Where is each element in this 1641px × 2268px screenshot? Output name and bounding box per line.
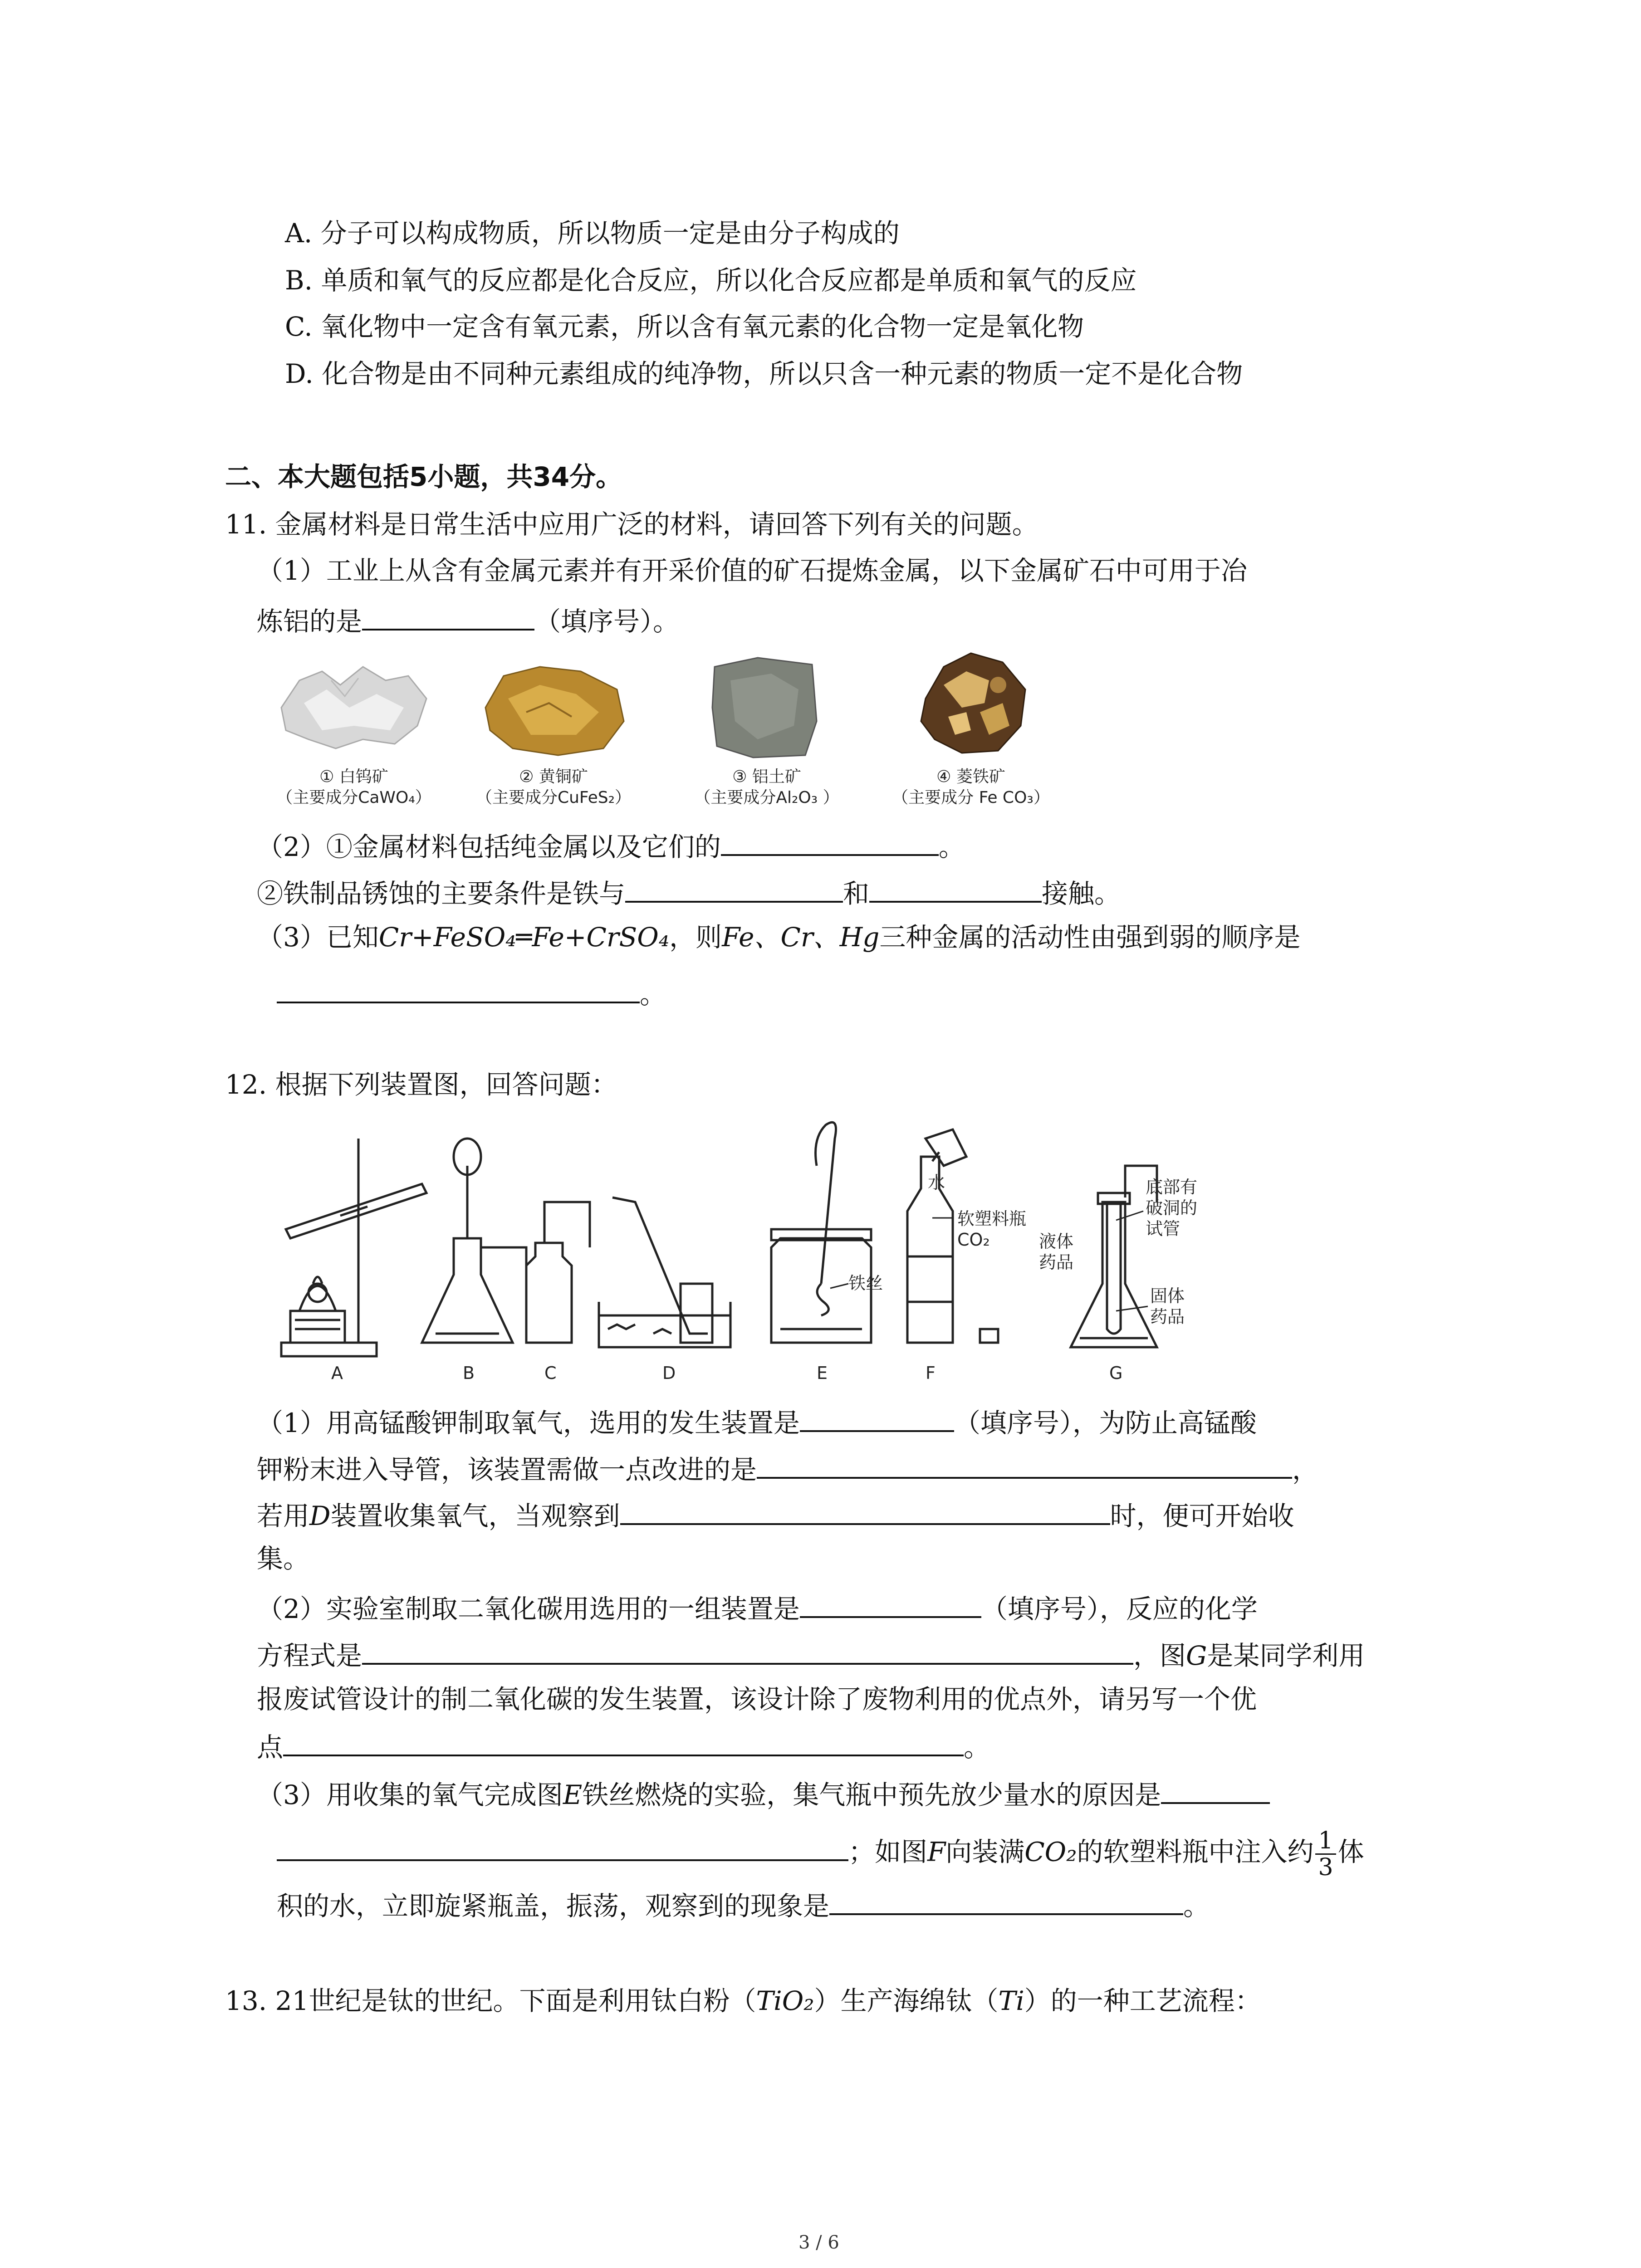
answer-blank[interactable]: [277, 975, 640, 1003]
fraction-denominator: 3: [1318, 1854, 1333, 1881]
q11-p2-mid: 和: [843, 878, 870, 909]
q11-p3-line1: [257, 921, 1300, 953]
q12-p1-line1: [257, 1404, 1257, 1439]
mineral-name: ④ 菱铁矿: [936, 767, 1005, 786]
answer-blank[interactable]: [362, 602, 534, 631]
q11-p3-end: 。: [640, 979, 666, 1010]
mineral-caption-1: [268, 767, 440, 808]
q12-text: （3）用收集的氧气完成图: [257, 1779, 563, 1810]
answer-blank[interactable]: [362, 1637, 1133, 1665]
q13-text: ）的一种工艺流程：: [1024, 1985, 1261, 2016]
q11-p2-end: 。: [938, 831, 965, 862]
q12-co2: CO₂: [1024, 1836, 1077, 1867]
answer-blank[interactable]: [757, 1451, 1292, 1479]
answer-blank[interactable]: [800, 1590, 981, 1618]
q12-text: 点: [257, 1732, 284, 1763]
q11-p2-text2: ②铁制品锈蚀的主要条件是铁与: [257, 878, 626, 909]
q13-text: 13. 21世纪是钛的世纪。下面是利用钛白粉（: [225, 1985, 756, 2016]
label-water: 水: [928, 1173, 945, 1193]
label-liquid: 液体: [1039, 1232, 1074, 1251]
q12-text: 铁丝燃烧的实验，集气瓶中预先放少量水的原因是: [582, 1779, 1161, 1810]
q12-p1-line4: 集。: [257, 1543, 310, 1574]
option-a: A. 分子可以构成物质，所以物质一定是由分子构成的: [285, 218, 900, 249]
mineral-caption-2: [467, 767, 640, 808]
q12-text: 方程式是: [257, 1640, 362, 1671]
apparatus-letter: A: [331, 1363, 343, 1383]
option-b: B. 单质和氧气的反应都是化合反应，所以化合反应都是单质和氧气的反应: [285, 265, 1137, 296]
q13-text: ）生产海绵钛（: [814, 1985, 999, 2016]
q12-p2-line2: [257, 1637, 1365, 1672]
apparatus-figure: [272, 1111, 1216, 1388]
apparatus-letter: G: [1109, 1363, 1123, 1383]
q12-text: 的软塑料瓶中注入约: [1077, 1836, 1314, 1867]
label-solid-1: 固体: [1150, 1286, 1185, 1306]
q12-text: 钾粉末进入导管，该装置需做一点改进的是: [257, 1454, 757, 1485]
q11-p3-a: （3）已知: [257, 922, 379, 953]
q12-stem: 12. 根据下列装置图，回答问题：: [225, 1069, 617, 1100]
answer-blank[interactable]: [869, 875, 1042, 903]
apparatus-letter: B: [463, 1363, 475, 1383]
q12-text: 向装满: [945, 1836, 1025, 1867]
q11-p1-line2: [257, 602, 679, 638]
mineral-formula: （主要成分 Fe CO₃）: [892, 788, 1050, 807]
q12-device-d: D: [309, 1501, 331, 1531]
label-co2: CO₂: [957, 1230, 990, 1250]
mineral-baiwukuang-image: [272, 653, 436, 762]
answer-blank[interactable]: [283, 1728, 964, 1756]
apparatus-b-icon: [422, 1139, 526, 1343]
label-bottle: 软塑料瓶: [957, 1209, 1027, 1229]
q12-device-f: F: [927, 1836, 946, 1867]
q12-text: ；如图: [848, 1836, 928, 1867]
q12-p2-line4: [257, 1728, 990, 1764]
q11-stem: 11. 金属材料是日常生活中应用广泛的材料，请回答下列有关的问题。: [225, 509, 1038, 540]
answer-blank[interactable]: [829, 1887, 1183, 1915]
q11-p2-line1: [257, 828, 965, 863]
mineral-formula: （主要成分CaWO₄）: [276, 788, 431, 807]
option-d: D. 化合物是由不同种元素组成的纯净物，所以只含一种元素的物质一定不是化合物: [285, 358, 1243, 389]
answer-blank[interactable]: [721, 828, 939, 856]
q12-text: （1）用高锰酸钾制取氧气，选用的发生装置是: [257, 1408, 800, 1438]
q11-p3-metals: Fe、Cr、Hg: [722, 922, 880, 953]
q12-text: （填序号），反应的化学: [981, 1593, 1258, 1624]
apparatus-letter: C: [544, 1363, 557, 1383]
q12-device-g: G: [1186, 1640, 1207, 1671]
q12-p3-line1: [257, 1776, 1270, 1811]
label-solid-2: 药品: [1150, 1307, 1185, 1327]
q13-stem: [225, 1984, 1261, 2017]
q12-text: 若用: [257, 1501, 310, 1531]
q11-p2-text: （2）①金属材料包括纯金属以及它们的: [257, 831, 721, 862]
q12-p1-line2: [257, 1451, 1318, 1486]
fraction-numerator: 1: [1315, 1828, 1336, 1855]
label-broken-3: 试管: [1146, 1219, 1181, 1239]
q12-device-e: E: [563, 1779, 583, 1810]
q11-p2-end2: 接触。: [1042, 878, 1121, 909]
mineral-huangtongkuang-image: [476, 658, 631, 762]
q12-text: 装置收集氧气，当观察到: [330, 1501, 620, 1531]
label-drug: 药品: [1039, 1252, 1074, 1272]
q12-text: ，: [1292, 1454, 1319, 1485]
q11-p3-b: ，则: [669, 922, 722, 953]
one-third-fraction: [1315, 1828, 1336, 1880]
mineral-name: ① 白钨矿: [319, 767, 388, 786]
q11-p3-equation: Cr+FeSO₄═Fe+CrSO₄: [378, 922, 670, 953]
q12-text: 体: [1337, 1836, 1364, 1867]
q12-text: 积的水，立即旋紧瓶盖，振荡，观察到的现象是: [277, 1891, 830, 1921]
mineral-formula: （主要成分Al₂O₃ ）: [694, 788, 839, 807]
q12-text: 时，便可开始收: [1110, 1501, 1294, 1531]
q11-p3-line2: [277, 975, 666, 1011]
q11-p1-text: 炼铝的是: [257, 606, 362, 637]
q11-p1-line1: （1）工业上从含有金属元素并有开采价值的矿石提炼金属，以下金属矿石中可用于冶: [257, 555, 1247, 586]
q13-ti: Ti: [998, 1985, 1024, 2016]
mineral-lvtukuang-image: [708, 653, 821, 762]
q13-tio2: TiO₂: [756, 1985, 814, 2016]
q11-p3-c: 三种金属的活动性由强到弱的顺序是: [879, 922, 1301, 953]
q12-text: ，图: [1133, 1640, 1186, 1671]
q12-p3-line3: [277, 1887, 1210, 1922]
label-tiesi: 铁丝: [848, 1273, 883, 1293]
q12-text: （填序号），为防止高锰酸: [954, 1408, 1257, 1438]
answer-blank[interactable]: [625, 875, 843, 903]
q12-text: 是某同学利用: [1207, 1640, 1365, 1671]
answer-blank[interactable]: [620, 1497, 1110, 1525]
mineral-lingtiekuang-image: [912, 644, 1034, 762]
mineral-formula: （主要成分CuFeS₂）: [475, 788, 632, 807]
section-heading: 二、本大题包括5小题，共34分。: [225, 461, 622, 492]
label-broken-1: 底部有: [1146, 1177, 1198, 1197]
apparatus-e-icon: [771, 1122, 871, 1343]
answer-blank[interactable]: [277, 1833, 848, 1861]
mineral-name: ② 黄铜矿: [519, 767, 588, 786]
q12-p1-line3: [257, 1497, 1294, 1532]
apparatus-letter: D: [662, 1363, 676, 1383]
q12-text: （2）实验室制取二氧化碳用选用的一组装置是: [257, 1593, 800, 1624]
apparatus-letter: E: [817, 1363, 828, 1383]
mineral-caption-4: [876, 767, 1066, 808]
mineral-caption-3: [676, 767, 857, 808]
q12-p3-line2: [277, 1828, 1364, 1880]
apparatus-letter: F: [926, 1363, 936, 1383]
answer-blank[interactable]: [1161, 1776, 1270, 1804]
answer-blank[interactable]: [800, 1404, 954, 1432]
q12-p2-line3: 报废试管设计的制二氧化碳的发生装置，该设计除了废物利用的优点外，请另写一个优: [257, 1684, 1257, 1715]
apparatus-c-icon: [526, 1202, 590, 1343]
page-number: 3 / 6: [798, 2232, 839, 2253]
q11-p2-line2: [257, 875, 1121, 910]
q12-text: 。: [964, 1732, 990, 1763]
apparatus-a-icon: [281, 1139, 426, 1356]
mineral-name: ③ 铝土矿: [732, 767, 801, 786]
q11-p1-hint: （填序号）。: [534, 606, 680, 637]
apparatus-g-icon: [1071, 1166, 1157, 1347]
label-broken-2: 破洞的: [1146, 1198, 1198, 1218]
q12-text: 。: [1183, 1891, 1210, 1921]
option-c: C. 氧化物中一定含有氧元素，所以含有氧元素的化合物一定是氧化物: [285, 311, 1084, 342]
apparatus-d-icon: [599, 1198, 730, 1347]
q12-p2-line1: [257, 1590, 1258, 1625]
